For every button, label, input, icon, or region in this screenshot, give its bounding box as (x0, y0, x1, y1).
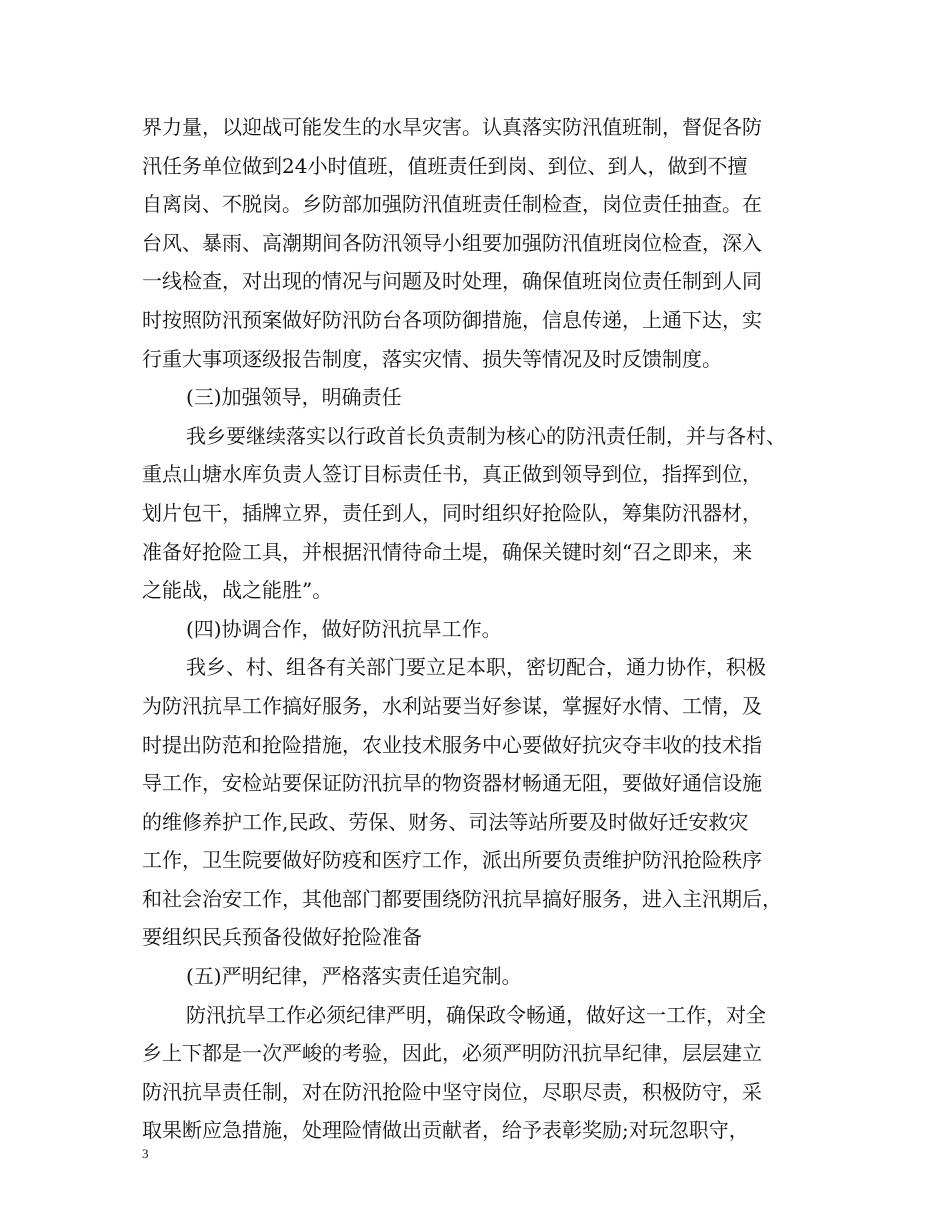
text-line: 乡上下都是一次严峻的考验，因此，必须严明防汛抗旱纪律，层层建立 (142, 1041, 762, 1066)
text-line: 汛任务单位做到24小时值班，值班责任到岗、到位、到人，做到不擅 (142, 153, 748, 178)
page-number: 3 (142, 1146, 149, 1161)
text-line: 之能战，战之能胜”。 (142, 578, 333, 603)
section-heading: (三)加强领导，明确责任 (186, 385, 402, 410)
text-line: 一线检查，对出现的情况与问题及时处理，确保值班岗位责任制到人同 (142, 269, 762, 294)
text-line: 划片包干，插牌立界，责任到人，同时组织好抢险队，筹集防汛器材， (142, 500, 762, 525)
text-line: 时按照防汛预案做好防汛防台各项防御措施，信息传递，上通下达，实 (142, 307, 762, 332)
text-line: 我乡要继续落实以行政首长负责制为核心的防汛责任制，并与各村、 (186, 423, 786, 448)
text-line: 工作，卫生院要做好防疫和医疗工作，派出所要负责维护防汛抢险秩序 (142, 848, 762, 873)
text-line: 导工作，安检站要保证防汛抗旱的物资器材畅通无阻，要做好通信设施 (142, 771, 762, 796)
text-line: 界力量，以迎战可能发生的水旱灾害。认真落实防汛值班制，督促各防 (142, 115, 762, 139)
text-line: 行重大事项逐级报告制度，落实灾情、损失等情况及时反馈制度。 (142, 346, 722, 371)
section-heading: (四)协调合作，做好防汛抗旱工作。 (186, 616, 502, 641)
text-line: 和社会治安工作，其他部门都要围绕防汛抗旱搞好服务，进入主汛期后， (142, 886, 782, 911)
text-line: 时提出防范和抢险措施，农业技术服务中心要做好抗灾夺丰收的技术指 (142, 732, 762, 757)
text-line: 自离岗、不脱岗。乡防部加强防汛值班责任制检查，岗位责任抽查。在 (142, 192, 762, 217)
text-line: 重点山塘水库负责人签订目标责任书，真正做到领导到位，指挥到位， (142, 462, 762, 487)
text-line: 台风、暴雨、高潮期间各防汛领导小组要加强防汛值班岗位检查，深入 (142, 230, 762, 255)
text-line: 防汛抗旱责任制，对在防汛抢险中坚守岗位，尽职尽责，积极防守，采 (142, 1079, 762, 1104)
text-line: 的维修养护工作,民政、劳保、财务、司法等站所要及时做好迁安救灾 (142, 809, 749, 834)
document-body (142, 108, 842, 1150)
text-line: 准备好抢险工具，并根据汛情待命土堤，确保关键时刻“召之即来，来 (142, 539, 753, 564)
text-line: 要组织民兵预备役做好抢险准备 (142, 925, 422, 950)
text-line: 我乡、村、组各有关部门要立足本职，密切配合，通力协作，积极 (186, 655, 766, 680)
text-line: 取果断应急措施，处理险情做出贡献者，给予表彰奖励;对玩忽职守， (142, 1118, 749, 1143)
text-line: 为防汛抗旱工作搞好服务，水利站要当好参谋，掌握好水情、工情，及 (142, 693, 762, 718)
section-heading: (五)严明纪律，严格落实责任追究制。 (186, 964, 522, 989)
text-line: 防汛抗旱工作必须纪律严明，确保政令畅通，做好这一工作，对全 (186, 1002, 766, 1027)
